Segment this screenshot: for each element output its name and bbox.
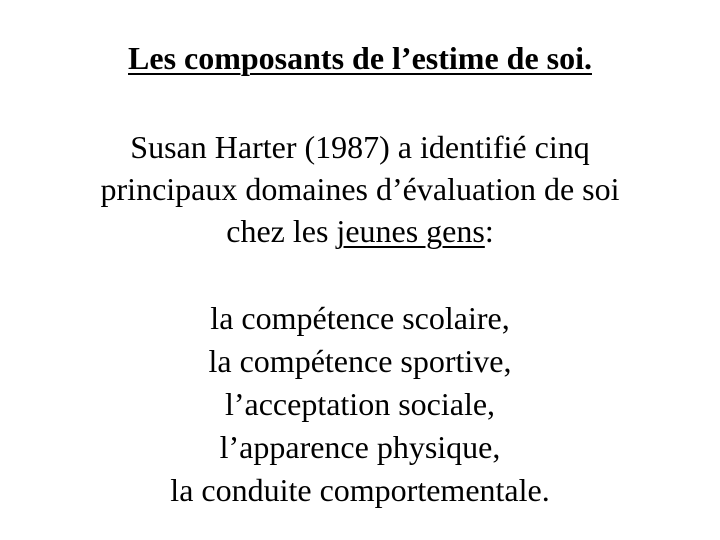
intro-line-2: principaux domaines d’évaluation de soi <box>100 171 620 207</box>
domains-list <box>0 297 720 512</box>
list-item: la compétence sportive, <box>208 343 512 379</box>
intro-line-3-suffix: : <box>484 213 494 249</box>
list-item: la compétence scolaire, <box>210 300 510 336</box>
underlined-term: jeunes gens <box>336 213 485 249</box>
intro-line-1: Susan Harter (1987) a identifié cinq <box>130 129 590 165</box>
list-item: l’acceptation sociale, <box>224 386 496 422</box>
list-item: la conduite comportementale. <box>170 472 550 508</box>
intro-line-3 <box>0 210 720 252</box>
slide-title: Les composants de l’estime de soi. <box>128 40 592 76</box>
intro-line-3-prefix: chez les <box>226 213 337 249</box>
list-item: l’apparence physique, <box>219 429 501 465</box>
intro-paragraph <box>0 126 720 252</box>
